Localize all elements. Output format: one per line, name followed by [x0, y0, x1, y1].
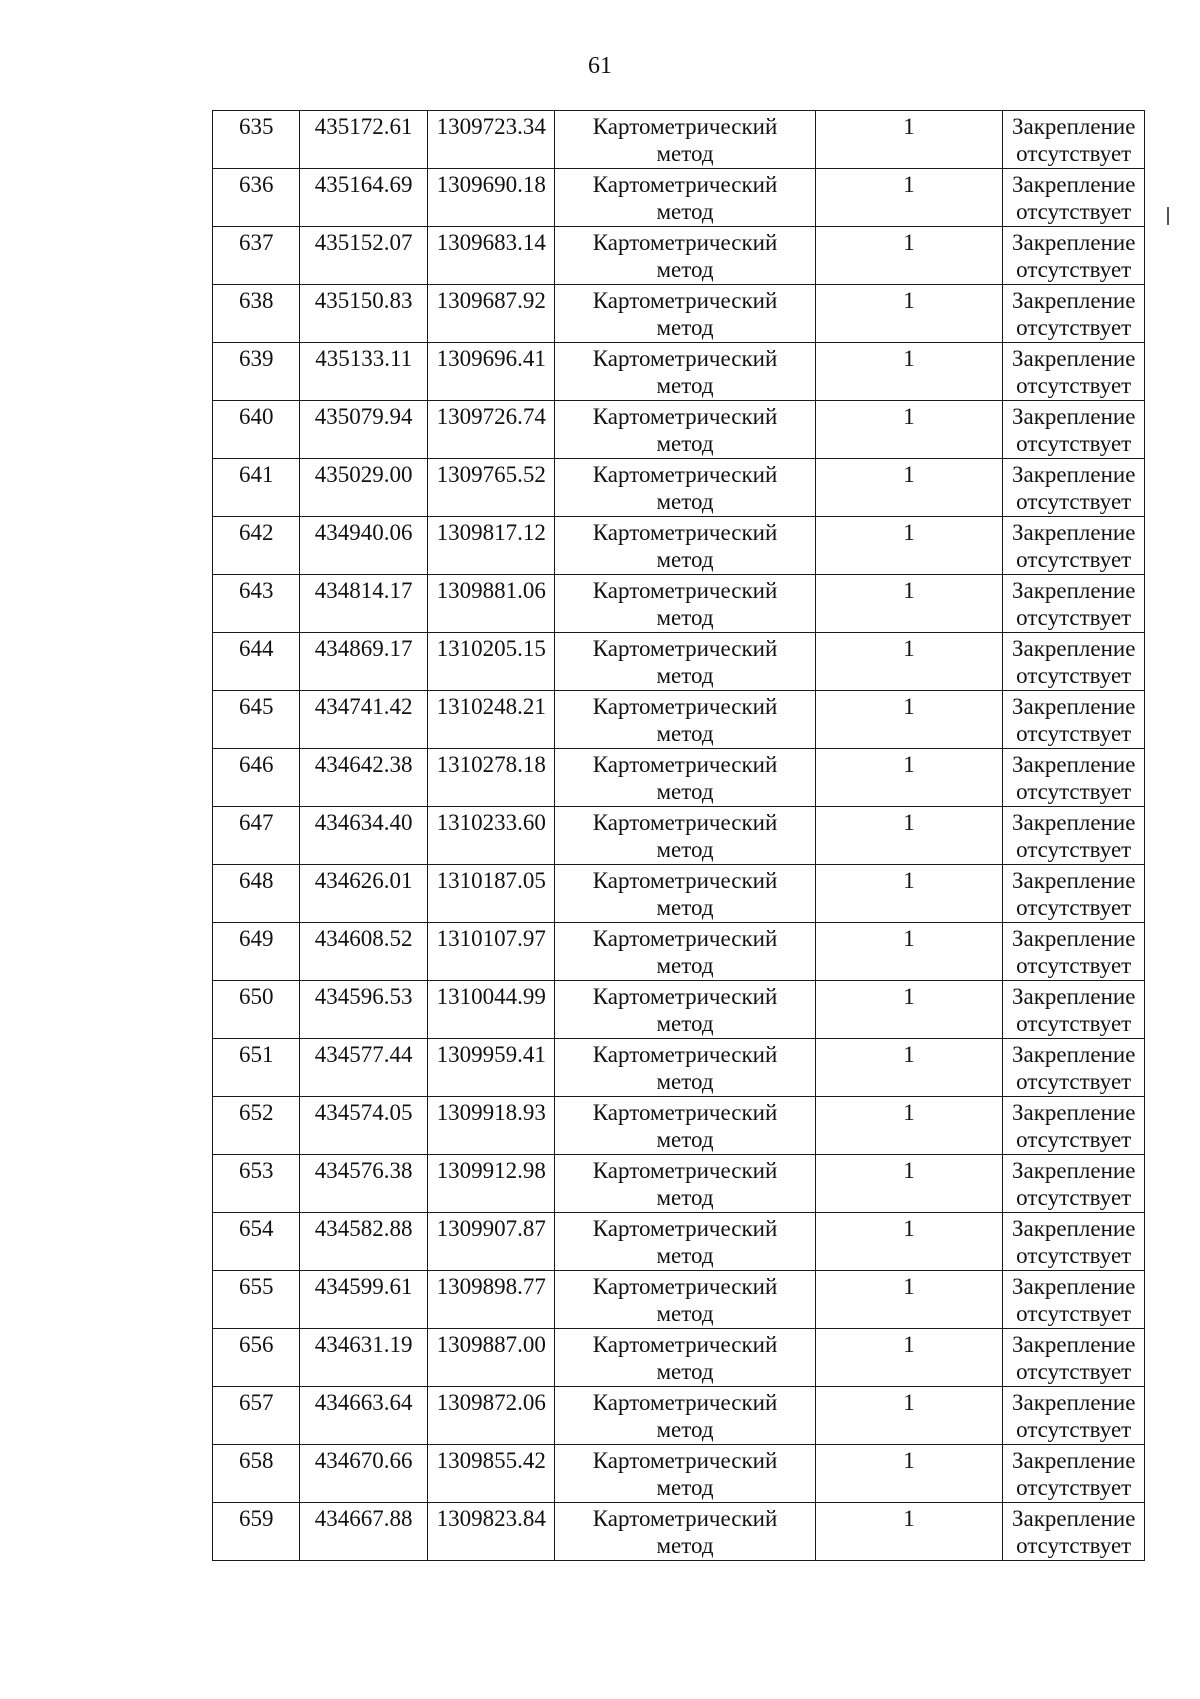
fixation-line-1: Закрепление [1011, 288, 1136, 313]
y-coordinate-cell: 1310205.15 [427, 633, 555, 691]
method-line-2: метод [656, 1185, 714, 1210]
table-row [213, 1387, 1145, 1445]
table-row [213, 633, 1145, 691]
fixation-cell [1003, 923, 1145, 981]
point-number-cell: 637 [213, 227, 300, 285]
method-line-2: метод [656, 315, 714, 340]
y-coordinate-cell: 1309823.84 [427, 1503, 555, 1561]
y-coordinate-cell: 1309912.98 [427, 1155, 555, 1213]
fixation-line-2: отсутствует [1016, 1127, 1132, 1152]
y-coordinate-cell: 1310107.97 [427, 923, 555, 981]
method-line-1: Картометрический [592, 694, 778, 719]
table-row [213, 807, 1145, 865]
fixation-line-1: Закрепление [1011, 810, 1136, 835]
x-coordinate-cell: 435029.00 [300, 459, 428, 517]
fixation-line-2: отсутствует [1016, 1417, 1132, 1442]
table-row [213, 1445, 1145, 1503]
method-line-1: Картометрический [592, 1506, 778, 1531]
method-cell [555, 865, 815, 923]
method-line-1: Картометрический [592, 810, 778, 835]
fixation-line-2: отсутствует [1016, 1243, 1132, 1268]
fixation-cell [1003, 575, 1145, 633]
x-coordinate-cell: 434574.05 [300, 1097, 428, 1155]
y-coordinate-cell: 1309687.92 [427, 285, 555, 343]
point-number-cell: 642 [213, 517, 300, 575]
table-row [213, 343, 1145, 401]
fixation-line-2: отсутствует [1016, 431, 1132, 456]
method-cell [555, 1039, 815, 1097]
method-line-1: Картометрический [592, 926, 778, 951]
fixation-line-2: отсутствует [1016, 605, 1132, 630]
fixation-cell [1003, 1213, 1145, 1271]
fixation-cell [1003, 285, 1145, 343]
point-number-cell: 656 [213, 1329, 300, 1387]
table-row [213, 285, 1145, 343]
accuracy-cell: 1 [815, 691, 1003, 749]
method-line-2: метод [656, 1069, 714, 1094]
fixation-line-1: Закрепление [1011, 114, 1136, 139]
fixation-cell [1003, 1039, 1145, 1097]
point-number-cell: 653 [213, 1155, 300, 1213]
x-coordinate-cell: 434869.17 [300, 633, 428, 691]
fixation-line-2: отсутствует [1016, 489, 1132, 514]
method-cell [555, 1387, 815, 1445]
point-number-cell: 644 [213, 633, 300, 691]
point-number-cell: 655 [213, 1271, 300, 1329]
y-coordinate-cell: 1309881.06 [427, 575, 555, 633]
fixation-line-1: Закрепление [1011, 520, 1136, 545]
accuracy-cell: 1 [815, 923, 1003, 981]
fixation-cell [1003, 343, 1145, 401]
point-number-cell: 647 [213, 807, 300, 865]
method-line-1: Картометрический [592, 1448, 778, 1473]
fixation-line-1: Закрепление [1011, 172, 1136, 197]
fixation-line-1: Закрепление [1011, 1042, 1136, 1067]
method-cell [555, 1097, 815, 1155]
method-line-2: метод [656, 199, 714, 224]
fixation-line-1: Закрепление [1011, 1100, 1136, 1125]
method-cell [555, 1329, 815, 1387]
fixation-line-2: отсутствует [1016, 953, 1132, 978]
fixation-cell [1003, 749, 1145, 807]
method-cell [555, 1271, 815, 1329]
accuracy-cell: 1 [815, 1039, 1003, 1097]
y-coordinate-cell: 1309959.41 [427, 1039, 555, 1097]
fixation-line-1: Закрепление [1011, 1448, 1136, 1473]
y-coordinate-cell: 1310187.05 [427, 865, 555, 923]
point-number-cell: 638 [213, 285, 300, 343]
point-number-cell: 657 [213, 1387, 300, 1445]
table-row [213, 1329, 1145, 1387]
method-line-2: метод [656, 141, 714, 166]
method-line-2: метод [656, 1475, 714, 1500]
y-coordinate-cell: 1309887.00 [427, 1329, 555, 1387]
method-line-1: Картометрический [592, 230, 778, 255]
accuracy-cell: 1 [815, 111, 1003, 169]
x-coordinate-cell: 434631.19 [300, 1329, 428, 1387]
method-line-1: Картометрический [592, 114, 778, 139]
method-cell [555, 343, 815, 401]
fixation-line-2: отсутствует [1016, 779, 1132, 804]
method-line-1: Картометрический [592, 1158, 778, 1183]
method-cell [555, 633, 815, 691]
method-line-1: Картометрический [592, 1100, 778, 1125]
table-row [213, 749, 1145, 807]
x-coordinate-cell: 434576.38 [300, 1155, 428, 1213]
method-cell [555, 517, 815, 575]
fixation-line-1: Закрепление [1011, 694, 1136, 719]
fixation-cell [1003, 1445, 1145, 1503]
fixation-line-1: Закрепление [1011, 230, 1136, 255]
fixation-cell [1003, 1329, 1145, 1387]
fixation-line-2: отсутствует [1016, 141, 1132, 166]
point-number-cell: 652 [213, 1097, 300, 1155]
method-cell [555, 459, 815, 517]
method-cell [555, 285, 815, 343]
fixation-line-1: Закрепление [1011, 404, 1136, 429]
accuracy-cell: 1 [815, 807, 1003, 865]
y-coordinate-cell: 1309817.12 [427, 517, 555, 575]
x-coordinate-cell: 434670.66 [300, 1445, 428, 1503]
x-coordinate-cell: 434663.64 [300, 1387, 428, 1445]
method-line-2: метод [656, 1533, 714, 1558]
point-number-cell: 641 [213, 459, 300, 517]
method-line-1: Картометрический [592, 462, 778, 487]
fixation-line-2: отсутствует [1016, 663, 1132, 688]
fixation-cell [1003, 169, 1145, 227]
method-line-1: Картометрический [592, 172, 778, 197]
accuracy-cell: 1 [815, 981, 1003, 1039]
method-line-1: Картометрический [592, 404, 778, 429]
method-line-1: Картометрический [592, 346, 778, 371]
y-coordinate-cell: 1309696.41 [427, 343, 555, 401]
table-row [213, 459, 1145, 517]
method-cell [555, 1213, 815, 1271]
fixation-line-2: отсутствует [1016, 1069, 1132, 1094]
point-number-cell: 640 [213, 401, 300, 459]
fixation-line-1: Закрепление [1011, 752, 1136, 777]
x-coordinate-cell: 434667.88 [300, 1503, 428, 1561]
x-coordinate-cell: 434596.53 [300, 981, 428, 1039]
table-row [213, 401, 1145, 459]
table-row [213, 575, 1145, 633]
fixation-cell [1003, 1503, 1145, 1561]
x-coordinate-cell: 434626.01 [300, 865, 428, 923]
method-line-2: метод [656, 489, 714, 514]
x-coordinate-cell: 435133.11 [300, 343, 428, 401]
method-cell [555, 111, 815, 169]
fixation-line-1: Закрепление [1011, 462, 1136, 487]
y-coordinate-cell: 1309726.74 [427, 401, 555, 459]
fixation-line-2: отсутствует [1016, 895, 1132, 920]
accuracy-cell: 1 [815, 517, 1003, 575]
table-row [213, 1213, 1145, 1271]
method-cell [555, 169, 815, 227]
method-line-2: метод [656, 1359, 714, 1384]
point-number-cell: 635 [213, 111, 300, 169]
method-cell [555, 981, 815, 1039]
accuracy-cell: 1 [815, 575, 1003, 633]
fixation-line-1: Закрепление [1011, 1506, 1136, 1531]
fixation-line-2: отсутствует [1016, 1359, 1132, 1384]
point-number-cell: 649 [213, 923, 300, 981]
method-cell [555, 401, 815, 459]
coordinates-table [212, 110, 1145, 1561]
method-cell [555, 1445, 815, 1503]
fixation-line-1: Закрепление [1011, 1274, 1136, 1299]
fixation-cell [1003, 227, 1145, 285]
y-coordinate-cell: 1309723.34 [427, 111, 555, 169]
method-cell [555, 575, 815, 633]
coordinates-table-body [213, 111, 1145, 1561]
method-cell [555, 227, 815, 285]
method-line-1: Картометрический [592, 578, 778, 603]
fixation-line-1: Закрепление [1011, 926, 1136, 951]
method-cell [555, 923, 815, 981]
fixation-cell [1003, 1155, 1145, 1213]
method-line-2: метод [656, 605, 714, 630]
table-row [213, 1271, 1145, 1329]
fixation-line-1: Закрепление [1011, 346, 1136, 371]
fixation-cell [1003, 865, 1145, 923]
fixation-cell [1003, 401, 1145, 459]
fixation-cell [1003, 691, 1145, 749]
fixation-line-2: отсутствует [1016, 721, 1132, 746]
method-line-2: метод [656, 431, 714, 456]
fixation-line-1: Закрепление [1011, 1332, 1136, 1357]
x-coordinate-cell: 435172.61 [300, 111, 428, 169]
point-number-cell: 636 [213, 169, 300, 227]
fixation-line-2: отсутствует [1016, 257, 1132, 282]
method-cell [555, 1155, 815, 1213]
page-number: 61 [588, 53, 612, 79]
accuracy-cell: 1 [815, 1387, 1003, 1445]
point-number-cell: 646 [213, 749, 300, 807]
method-cell [555, 807, 815, 865]
table-row [213, 923, 1145, 981]
accuracy-cell: 1 [815, 1097, 1003, 1155]
y-coordinate-cell: 1309907.87 [427, 1213, 555, 1271]
fixation-line-2: отсутствует [1016, 1475, 1132, 1500]
accuracy-cell: 1 [815, 343, 1003, 401]
x-coordinate-cell: 435150.83 [300, 285, 428, 343]
method-line-1: Картометрический [592, 636, 778, 661]
x-coordinate-cell: 434814.17 [300, 575, 428, 633]
point-number-cell: 645 [213, 691, 300, 749]
method-line-1: Картометрический [592, 752, 778, 777]
fixation-line-1: Закрепление [1011, 578, 1136, 603]
table-row [213, 691, 1145, 749]
point-number-cell: 651 [213, 1039, 300, 1097]
method-line-2: метод [656, 1011, 714, 1036]
point-number-cell: 648 [213, 865, 300, 923]
method-cell [555, 1503, 815, 1561]
accuracy-cell: 1 [815, 1445, 1003, 1503]
method-line-1: Картометрический [592, 868, 778, 893]
accuracy-cell: 1 [815, 401, 1003, 459]
x-coordinate-cell: 435152.07 [300, 227, 428, 285]
fixation-line-2: отсутствует [1016, 1185, 1132, 1210]
x-coordinate-cell: 435164.69 [300, 169, 428, 227]
method-line-1: Картометрический [592, 288, 778, 313]
method-line-2: метод [656, 373, 714, 398]
x-coordinate-cell: 434940.06 [300, 517, 428, 575]
y-coordinate-cell: 1310248.21 [427, 691, 555, 749]
fixation-line-2: отсутствует [1016, 315, 1132, 340]
x-coordinate-cell: 434608.52 [300, 923, 428, 981]
fixation-line-2: отсутствует [1016, 1011, 1132, 1036]
fixation-line-1: Закрепление [1011, 868, 1136, 893]
point-number-cell: 650 [213, 981, 300, 1039]
method-line-1: Картометрический [592, 1332, 778, 1357]
accuracy-cell: 1 [815, 1271, 1003, 1329]
point-number-cell: 643 [213, 575, 300, 633]
accuracy-cell: 1 [815, 1155, 1003, 1213]
x-coordinate-cell: 434582.88 [300, 1213, 428, 1271]
method-line-2: метод [656, 1417, 714, 1442]
x-coordinate-cell: 434599.61 [300, 1271, 428, 1329]
accuracy-cell: 1 [815, 1213, 1003, 1271]
table-row [213, 1503, 1145, 1561]
scan-artifact-mark [1167, 207, 1169, 225]
accuracy-cell: 1 [815, 227, 1003, 285]
table-row [213, 1097, 1145, 1155]
fixation-line-1: Закрепление [1011, 1390, 1136, 1415]
y-coordinate-cell: 1310044.99 [427, 981, 555, 1039]
accuracy-cell: 1 [815, 1329, 1003, 1387]
fixation-line-2: отсутствует [1016, 199, 1132, 224]
y-coordinate-cell: 1310233.60 [427, 807, 555, 865]
fixation-cell [1003, 1387, 1145, 1445]
fixation-line-1: Закрепление [1011, 1158, 1136, 1183]
table-row [213, 111, 1145, 169]
fixation-line-1: Закрепление [1011, 1216, 1136, 1241]
point-number-cell: 639 [213, 343, 300, 401]
table-row [213, 169, 1145, 227]
accuracy-cell: 1 [815, 749, 1003, 807]
method-line-2: метод [656, 663, 714, 688]
x-coordinate-cell: 435079.94 [300, 401, 428, 459]
method-line-2: метод [656, 1127, 714, 1152]
fixation-line-2: отсутствует [1016, 547, 1132, 572]
table-row [213, 981, 1145, 1039]
method-line-2: метод [656, 721, 714, 746]
method-line-1: Картометрический [592, 1042, 778, 1067]
fixation-line-2: отсутствует [1016, 1301, 1132, 1326]
fixation-cell [1003, 111, 1145, 169]
y-coordinate-cell: 1309898.77 [427, 1271, 555, 1329]
fixation-cell [1003, 807, 1145, 865]
fixation-cell [1003, 459, 1145, 517]
fixation-line-2: отсутствует [1016, 1533, 1132, 1558]
method-line-2: метод [656, 953, 714, 978]
y-coordinate-cell: 1309855.42 [427, 1445, 555, 1503]
method-line-2: метод [656, 837, 714, 862]
accuracy-cell: 1 [815, 1503, 1003, 1561]
method-cell [555, 749, 815, 807]
fixation-cell [1003, 517, 1145, 575]
method-line-2: метод [656, 547, 714, 572]
fixation-cell [1003, 1271, 1145, 1329]
x-coordinate-cell: 434741.42 [300, 691, 428, 749]
y-coordinate-cell: 1309690.18 [427, 169, 555, 227]
fixation-cell [1003, 633, 1145, 691]
method-line-1: Картометрический [592, 1390, 778, 1415]
y-coordinate-cell: 1309872.06 [427, 1387, 555, 1445]
x-coordinate-cell: 434634.40 [300, 807, 428, 865]
method-line-2: метод [656, 1243, 714, 1268]
method-line-1: Картометрический [592, 520, 778, 545]
table-row [213, 227, 1145, 285]
point-number-cell: 658 [213, 1445, 300, 1503]
accuracy-cell: 1 [815, 169, 1003, 227]
accuracy-cell: 1 [815, 459, 1003, 517]
fixation-line-1: Закрепление [1011, 984, 1136, 1009]
method-cell [555, 691, 815, 749]
accuracy-cell: 1 [815, 285, 1003, 343]
table-row [213, 1155, 1145, 1213]
accuracy-cell: 1 [815, 865, 1003, 923]
method-line-2: метод [656, 895, 714, 920]
fixation-cell [1003, 981, 1145, 1039]
accuracy-cell: 1 [815, 633, 1003, 691]
fixation-line-2: отсутствует [1016, 837, 1132, 862]
fixation-line-2: отсутствует [1016, 373, 1132, 398]
fixation-line-1: Закрепление [1011, 636, 1136, 661]
method-line-1: Картометрический [592, 984, 778, 1009]
table-row [213, 1039, 1145, 1097]
method-line-1: Картометрический [592, 1216, 778, 1241]
y-coordinate-cell: 1309918.93 [427, 1097, 555, 1155]
x-coordinate-cell: 434577.44 [300, 1039, 428, 1097]
y-coordinate-cell: 1310278.18 [427, 749, 555, 807]
method-line-2: метод [656, 1301, 714, 1326]
x-coordinate-cell: 434642.38 [300, 749, 428, 807]
method-line-2: метод [656, 779, 714, 804]
y-coordinate-cell: 1309683.14 [427, 227, 555, 285]
y-coordinate-cell: 1309765.52 [427, 459, 555, 517]
table-row [213, 517, 1145, 575]
point-number-cell: 654 [213, 1213, 300, 1271]
point-number-cell: 659 [213, 1503, 300, 1561]
method-line-2: метод [656, 257, 714, 282]
method-line-1: Картометрический [592, 1274, 778, 1299]
fixation-cell [1003, 1097, 1145, 1155]
table-row [213, 865, 1145, 923]
